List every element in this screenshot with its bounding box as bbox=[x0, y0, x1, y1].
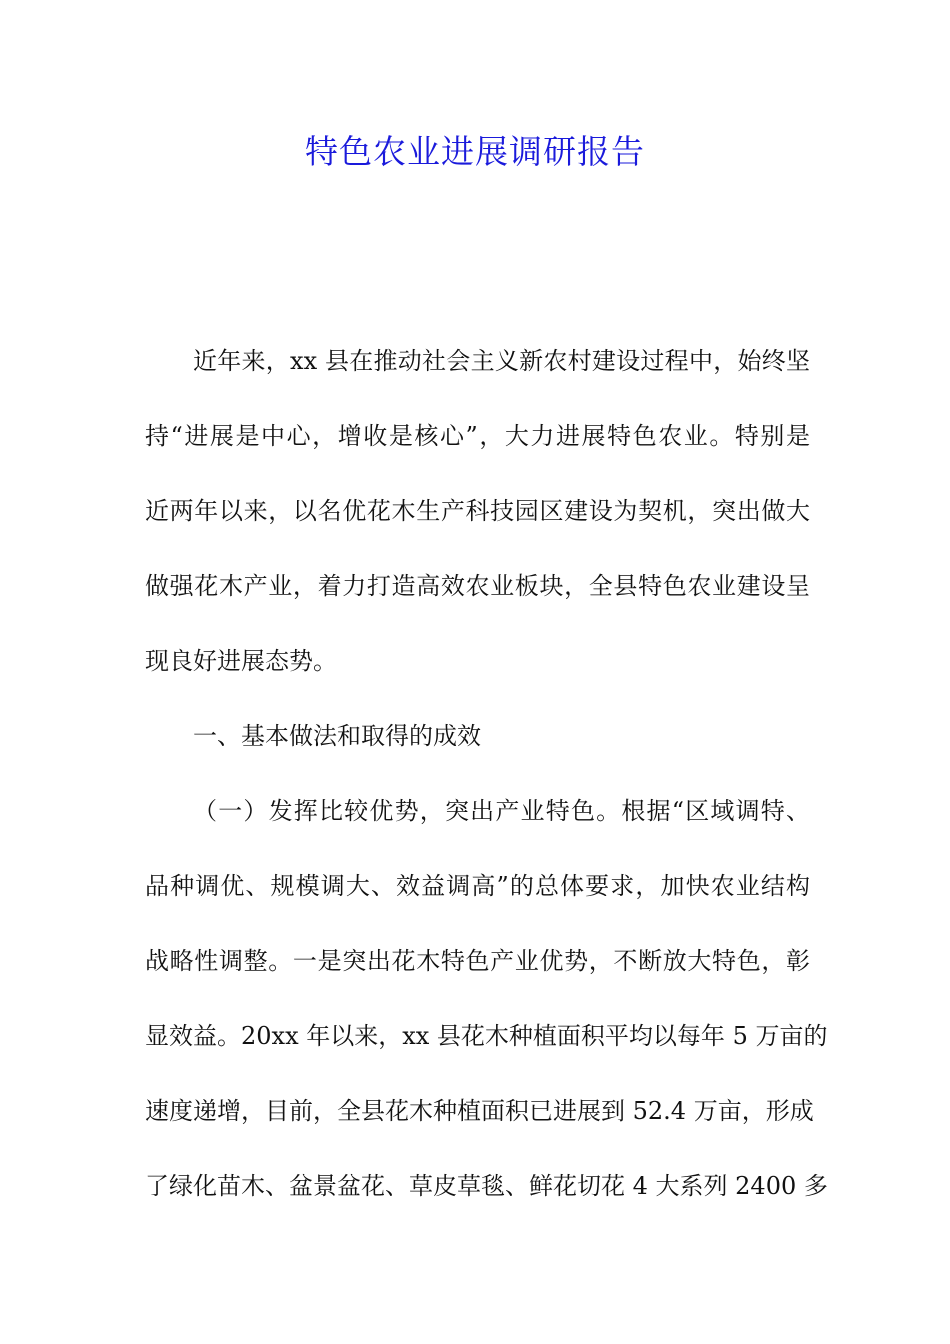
paragraph-line: 了绿化苗木、盆景盆花、草皮草毯、鲜花切花 4 大系列 2400 多 bbox=[145, 1172, 828, 1200]
paragraph-line: 近年来，xx 县在推动社会主义新农村建设过程中，始终坚 bbox=[193, 347, 810, 375]
paragraph-line: 品种调优、规模调大、效益调高”的总体要求，加快农业结构 bbox=[145, 872, 810, 900]
paragraph-line: 近两年以来，以名优花木生产科技园区建设为契机，突出做大 bbox=[145, 497, 810, 525]
paragraph-line: 现良好进展态势。 bbox=[145, 647, 337, 675]
paragraph-line: （一）发挥比较优势，突出产业特色。根据“区域调特、 bbox=[193, 797, 810, 825]
document-body bbox=[145, 336, 828, 1236]
paragraph-line: 战略性调整。一是突出花木特色产业优势，不断放大特色，彰 bbox=[145, 947, 810, 975]
paragraph-line: 做强花木产业，着力打造高效农业板块，全县特色农业建设呈 bbox=[145, 572, 810, 600]
document-title: 特色农业进展调研报告 bbox=[305, 132, 645, 171]
section-heading: 一、基本做法和取得的成效 bbox=[193, 722, 481, 750]
paragraph-line: 速度递增，目前，全县花木种植面积已进展到 52.4 万亩，形成 bbox=[145, 1097, 814, 1125]
paragraph-line: 显效益。20xx 年以来，xx 县花木种植面积平均以每年 5 万亩的 bbox=[145, 1022, 828, 1050]
paragraph-line: 持“进展是中心，增收是核心”，大力进展特色农业。特别是 bbox=[145, 422, 810, 450]
